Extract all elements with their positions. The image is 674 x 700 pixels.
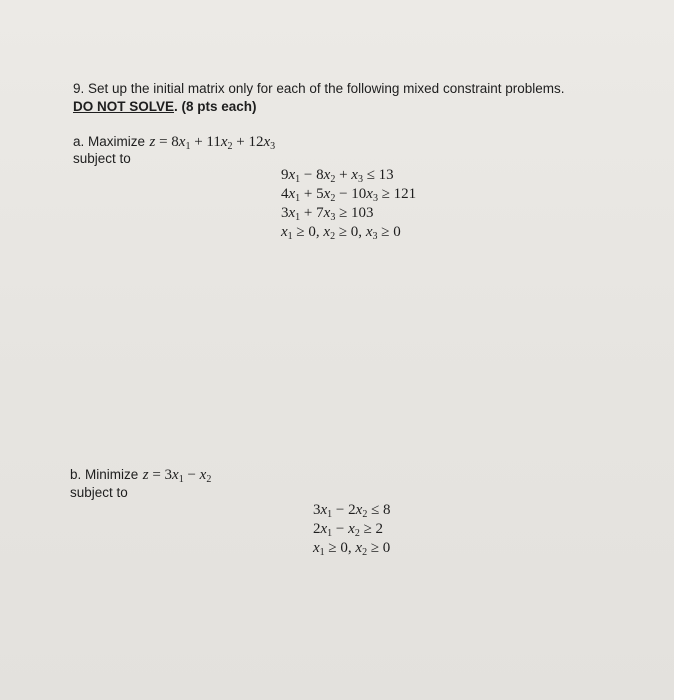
part-b-subject-to: subject to: [70, 485, 128, 500]
part-a-objective: $z = 8x_1 + 11x_2 + 12x_3$: [149, 134, 276, 152]
problem-heading-text: 9. Set up the initial matrix only for each of the following mixed constraint problems.: [73, 81, 565, 96]
part-b-label: b. Minimize: [70, 467, 139, 482]
constraint-a2: $4x_1 + 5x_2 - 10x_3 \ge 121$: [281, 186, 417, 204]
constraint-b2: $2x_1 - x_2 \ge 2$: [313, 521, 384, 539]
part-a-statement: [73, 133, 275, 151]
constraint-a1: $9x_1 - 8x_2 + x_3 \le 13$: [281, 167, 394, 185]
problem-note: [73, 99, 257, 114]
constraint-b1: $3x_1 - 2x_2 \le 8$: [313, 502, 391, 520]
part-a-constraints: [281, 166, 416, 242]
part-a-label: a. Maximize: [73, 134, 146, 149]
part-b-objective: $z = 3x_1 - x_2$: [142, 467, 212, 485]
problem-heading: [73, 81, 565, 96]
part-a-subject-to: subject to: [73, 151, 131, 166]
part-b-statement: [70, 466, 211, 484]
part-b-constraints: [313, 501, 391, 558]
constraint-b3: $x_1 \ge 0$, $x_2 \ge 0$: [313, 540, 391, 558]
constraint-a3: $3x_1 + 7x_3 \ge 103$: [281, 205, 374, 223]
constraint-a4: $x_1 \ge 0$, $x_2 \ge 0$, $x_3 \ge 0$: [281, 224, 401, 242]
do-not-solve-text: DO NOT SOLVE: [73, 99, 175, 114]
points-note: . (8 pts each): [174, 99, 257, 114]
